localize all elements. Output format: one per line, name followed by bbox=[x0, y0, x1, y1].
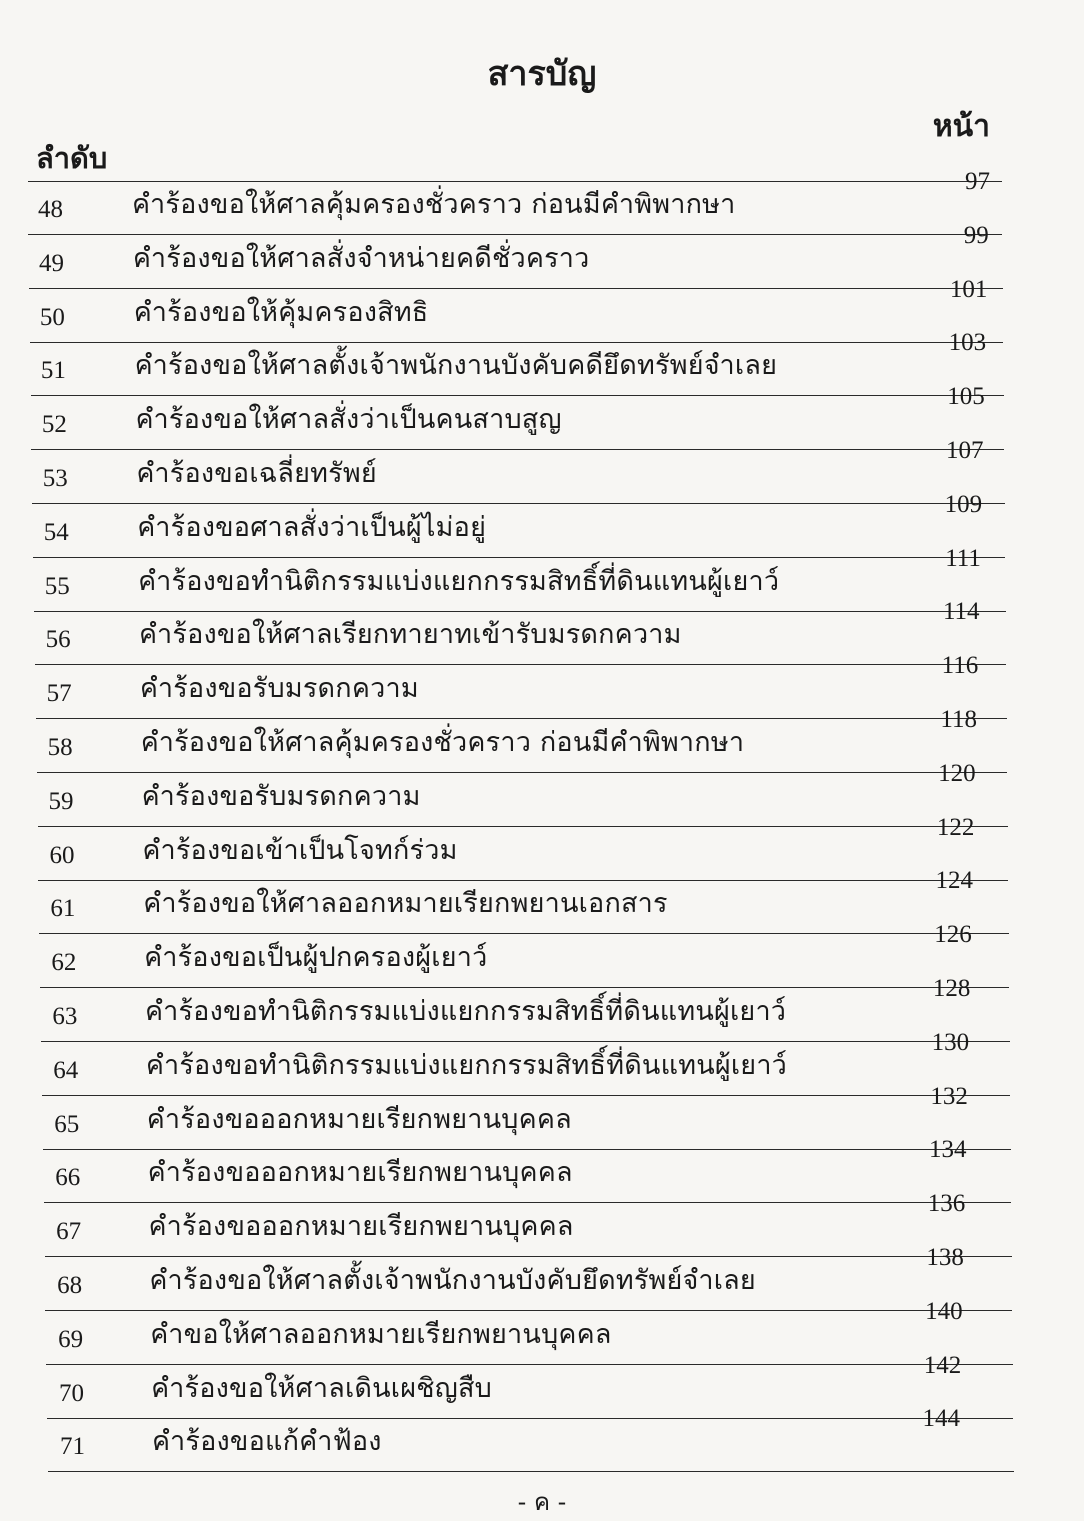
entry-title: คำร้องขอให้คุ้มครองสิทธิ bbox=[133, 296, 429, 328]
entry-page-number: 109 bbox=[944, 490, 983, 518]
entry-number: 52 bbox=[41, 411, 67, 439]
entry-page-number: 111 bbox=[945, 544, 981, 572]
entry-number: 63 bbox=[52, 1003, 78, 1030]
entry-title: คำร้องขอรับมรดกความ bbox=[139, 673, 419, 705]
entry-page-number: 107 bbox=[945, 437, 984, 464]
entry-title: คำร้องขอเฉลี่ยทรัพย์ bbox=[136, 458, 377, 489]
entry-number: 53 bbox=[42, 465, 68, 492]
entry-page-number: 101 bbox=[949, 275, 988, 303]
entry-title: คำร้องขอให้ศาลเดินเผชิญสืบ bbox=[151, 1372, 492, 1404]
entry-number: 67 bbox=[56, 1218, 82, 1246]
entry-number: 69 bbox=[58, 1325, 84, 1353]
entry-title: คำร้องขอออกหมายเรียกพยานบุคคล bbox=[147, 1157, 573, 1189]
entry-number: 60 bbox=[49, 841, 75, 869]
entry-number: 71 bbox=[60, 1433, 85, 1461]
entry-number: 58 bbox=[47, 734, 73, 761]
entry-page-number: 132 bbox=[930, 1082, 968, 1110]
entry-number: 68 bbox=[57, 1272, 83, 1299]
entry-title: คำร้องขอออกหมายเรียกพยานบุคคล bbox=[148, 1211, 574, 1243]
entry-number: 54 bbox=[43, 518, 69, 546]
page-footer: - ค - bbox=[517, 1488, 567, 1516]
entry-number: 62 bbox=[51, 949, 77, 977]
entry-page-number: 126 bbox=[934, 921, 972, 949]
entry-page-number: 138 bbox=[926, 1244, 964, 1271]
sequence-column-header: ลำดับ bbox=[36, 143, 108, 175]
entry-page-number: 105 bbox=[947, 383, 985, 411]
entry-page-number: 99 bbox=[963, 221, 989, 249]
entry-page-number: 134 bbox=[929, 1136, 967, 1164]
entry-page-number: 140 bbox=[925, 1297, 963, 1325]
entry-title: คำร้องขอออกหมายเรียกพยานบุคคล bbox=[146, 1103, 572, 1135]
entry-title: คำร้องขอให้ศาลตั้งเจ้าพนักงานบังคับคดียึดทรัพย์จำเลย bbox=[134, 350, 778, 382]
entry-title: คำร้องขอให้ศาลเรียกทายาทเข้ารับมรดกความ bbox=[138, 619, 682, 651]
entry-title: คำร้องขอแก้คำฟ้อง bbox=[152, 1426, 382, 1458]
entry-number: 55 bbox=[44, 572, 70, 600]
entry-number: 49 bbox=[38, 249, 64, 277]
toc-entry-row bbox=[0, 1405, 1084, 1473]
entry-number: 66 bbox=[55, 1164, 81, 1192]
entry-page-number: 128 bbox=[932, 975, 971, 1002]
entry-page-number: 114 bbox=[942, 598, 980, 626]
entry-title: คำร้องขอทำนิติกรรมแบ่งแยกกรรมสิทธิ์ที่ดินแทนผู้เยาว์ bbox=[138, 565, 780, 597]
entry-title: คำร้องขอศาลสั่งว่าเป็นผู้ไม่อยู่ bbox=[137, 511, 487, 543]
entry-title: คำร้องขอทำนิติกรรมแบ่งแยกกรรมสิทธิ์ที่ดินแทนผู้เยาว์ bbox=[145, 996, 787, 1027]
page-column-header: หน้า bbox=[932, 110, 990, 143]
entry-title: คำขอให้ศาลออกหมายเรียกพยานบุคคล bbox=[150, 1318, 612, 1350]
entry-number: 57 bbox=[46, 680, 72, 708]
entry-number: 65 bbox=[54, 1110, 80, 1138]
entry-number: 64 bbox=[53, 1056, 79, 1084]
entry-title: คำร้องขอให้ศาลคุ้มครองชั่วคราว ก่อนมีคำพิพากษา bbox=[140, 727, 745, 758]
entry-page-number: 116 bbox=[941, 652, 979, 680]
entry-title: คำร้องขอให้ศาลสั่งว่าเป็นคนสาบสูญ bbox=[135, 404, 562, 436]
entry-number: 59 bbox=[48, 787, 74, 815]
entry-title: คำร้องขอให้ศาลออกหมายเรียกพยานเอกสาร bbox=[143, 888, 668, 920]
entry-title: คำร้องขอรับมรดกความ bbox=[141, 780, 421, 812]
entry-page-number: 97 bbox=[965, 168, 990, 195]
entry-page-number: 118 bbox=[940, 706, 977, 733]
entry-title: คำร้องขอให้ศาลตั้งเจ้าพนักงานบังคับยึดทรัพย์จำเลย bbox=[149, 1265, 756, 1296]
entry-page-number: 122 bbox=[936, 813, 975, 841]
entry-page-number: 144 bbox=[922, 1405, 960, 1433]
entry-title: คำร้องขอให้ศาลคุ้มครองชั่วคราว ก่อนมีคำพิพากษา bbox=[132, 189, 736, 220]
entry-number: 61 bbox=[50, 895, 76, 923]
entry-number: 48 bbox=[38, 196, 63, 223]
entry-number: 70 bbox=[59, 1379, 85, 1407]
entry-number: 51 bbox=[40, 357, 66, 385]
entry-title: คำร้องขอเข้าเป็นโจทก์ร่วม bbox=[142, 834, 458, 866]
entry-title: คำร้องขอให้ศาลสั่งจำหน่ายคดีชั่วคราว bbox=[132, 242, 590, 274]
entry-title: คำร้องขอทำนิติกรรมแบ่งแยกกรรมสิทธิ์ที่ดินแทนผู้เยาว์ bbox=[145, 1049, 788, 1081]
entry-page-number: 142 bbox=[923, 1351, 962, 1379]
entry-page-number: 136 bbox=[927, 1190, 966, 1218]
entry-title: คำร้องขอเป็นผู้ปกครองผู้เยาว์ bbox=[144, 942, 488, 974]
entry-page-number: 130 bbox=[931, 1028, 970, 1056]
entry-page-number: 124 bbox=[935, 867, 974, 895]
entry-number: 50 bbox=[39, 303, 65, 331]
page-title: สารบัญ bbox=[487, 56, 597, 93]
entry-number: 56 bbox=[45, 626, 71, 654]
row-rule bbox=[48, 1471, 1014, 1472]
entry-page-number: 120 bbox=[938, 759, 976, 787]
entry-page-number: 103 bbox=[948, 329, 987, 357]
